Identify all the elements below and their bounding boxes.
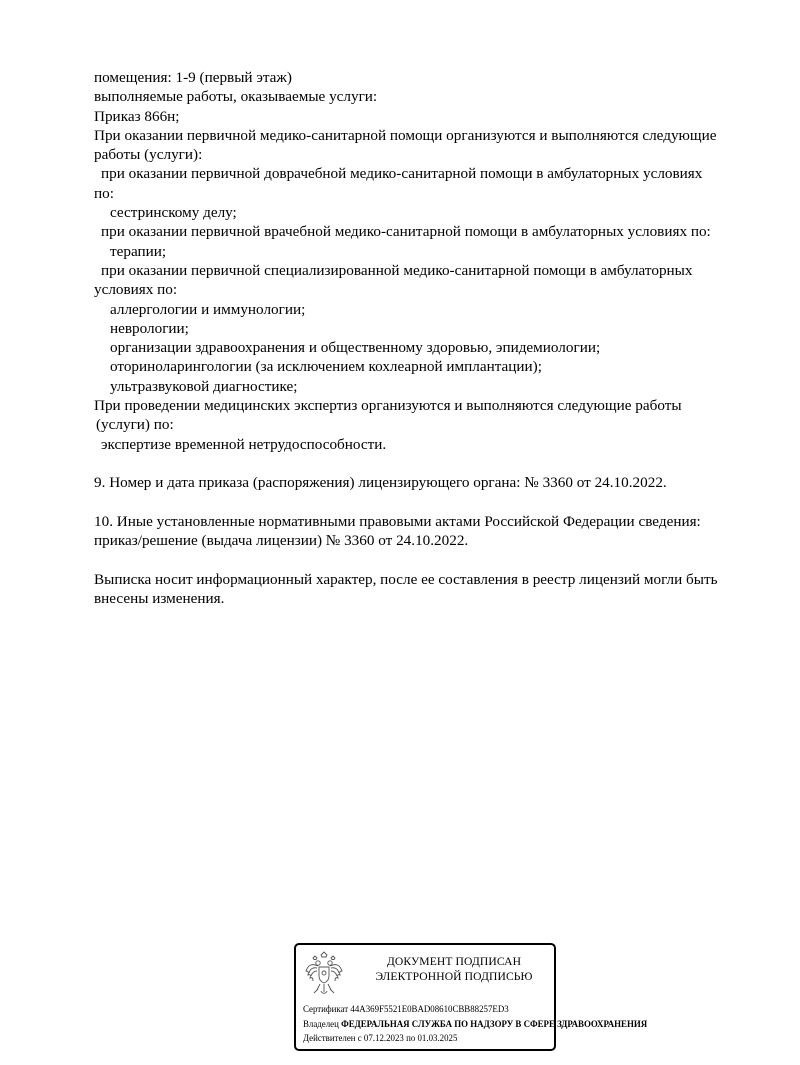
- certificate-label: Сертификат: [303, 1004, 349, 1014]
- license-order-item: 9. Номер и дата приказа (распоряжения) лицензирующего органа: № 3360 от 24.10.2022.: [94, 474, 667, 492]
- body-line: по:: [94, 184, 114, 202]
- body-line: При проведении медицинских экспертиз организуются и выполняются следующие работы: [94, 397, 682, 415]
- stamp-title-line: ДОКУМЕНТ ПОДПИСАН: [386, 955, 522, 968]
- valid-label: Действителен с: [303, 1033, 362, 1044]
- body-line: оториноларингологии (за исключением кохлеарной имплантации);: [110, 358, 542, 376]
- valid-from: 07.12.2023: [363, 1033, 404, 1044]
- certificate-value: 44A369F5521E0BAD08610CBB88257ED3: [350, 1004, 509, 1014]
- owner-row: [303, 1017, 647, 1032]
- certificate-row: [303, 1002, 647, 1017]
- stamp-title-line: ЭЛЕКТРОННОЙ ПОДПИСЬЮ: [375, 969, 533, 983]
- disclaimer-note: Выписка носит информационный характер, после ее составления в реестр лицензий могли быть: [94, 570, 718, 588]
- russian-coat-of-arms-icon: [304, 951, 344, 997]
- other-info-item: приказ/решение (выдача лицензии) № 3360 от 24.10.2022.: [94, 532, 469, 550]
- body-line: выполняемые работы, оказываемые услуги:: [94, 88, 378, 106]
- body-line: (услуги) по:: [96, 416, 174, 434]
- body-line: При оказании первичной медико-санитарной помощи организуются и выполняются следующие: [94, 126, 717, 144]
- body-line: ультразвуковой диагностике;: [110, 377, 298, 395]
- body-line: при оказании первичной доврачебной медико-санитарной помощи в амбулаторных условиях: [101, 165, 703, 183]
- body-line: работы (услуги):: [94, 146, 203, 164]
- body-line: экспертизе временной нетрудоспособности.: [101, 435, 387, 453]
- body-line: неврологии;: [110, 319, 189, 337]
- body-line: Приказ 866н;: [94, 107, 180, 125]
- owner-label: Владелец: [303, 1018, 339, 1029]
- owner-value: ФЕДЕРАЛЬНАЯ СЛУЖБА ПО НАДЗОРУ В СФЕРЕ ЗДРАВООХРАНЕНИЯ: [341, 1018, 648, 1029]
- body-line: терапии;: [110, 242, 167, 260]
- body-line: организации здравоохранения и общественному здоровью, эпидемиологии;: [110, 339, 601, 357]
- stamp-details: [303, 1002, 647, 1046]
- validity-row: [303, 1031, 647, 1046]
- body-line: аллергологии и иммунологии;: [110, 300, 306, 318]
- body-line: сестринскому делу;: [110, 204, 237, 222]
- body-line: при оказании первичной врачебной медико-санитарной помощи в амбулаторных условиях по:: [101, 223, 711, 241]
- disclaimer-note: внесены изменения.: [94, 590, 225, 608]
- body-line: помещения: 1-9 (первый этаж): [94, 69, 292, 86]
- other-info-item: 10. Иные установленные нормативными правовыми актами Российской Федерации сведения:: [94, 512, 701, 530]
- body-line: условиях по:: [94, 281, 178, 299]
- valid-to-label: по: [406, 1033, 416, 1044]
- document-body: [94, 68, 764, 608]
- stamp-title: [356, 955, 552, 984]
- body-line: при оказании первичной специализированной медико-санитарной помощи в амбулаторных: [101, 261, 693, 279]
- electronic-signature-stamp: [294, 943, 648, 1051]
- valid-to: 01.03.2025: [417, 1033, 458, 1044]
